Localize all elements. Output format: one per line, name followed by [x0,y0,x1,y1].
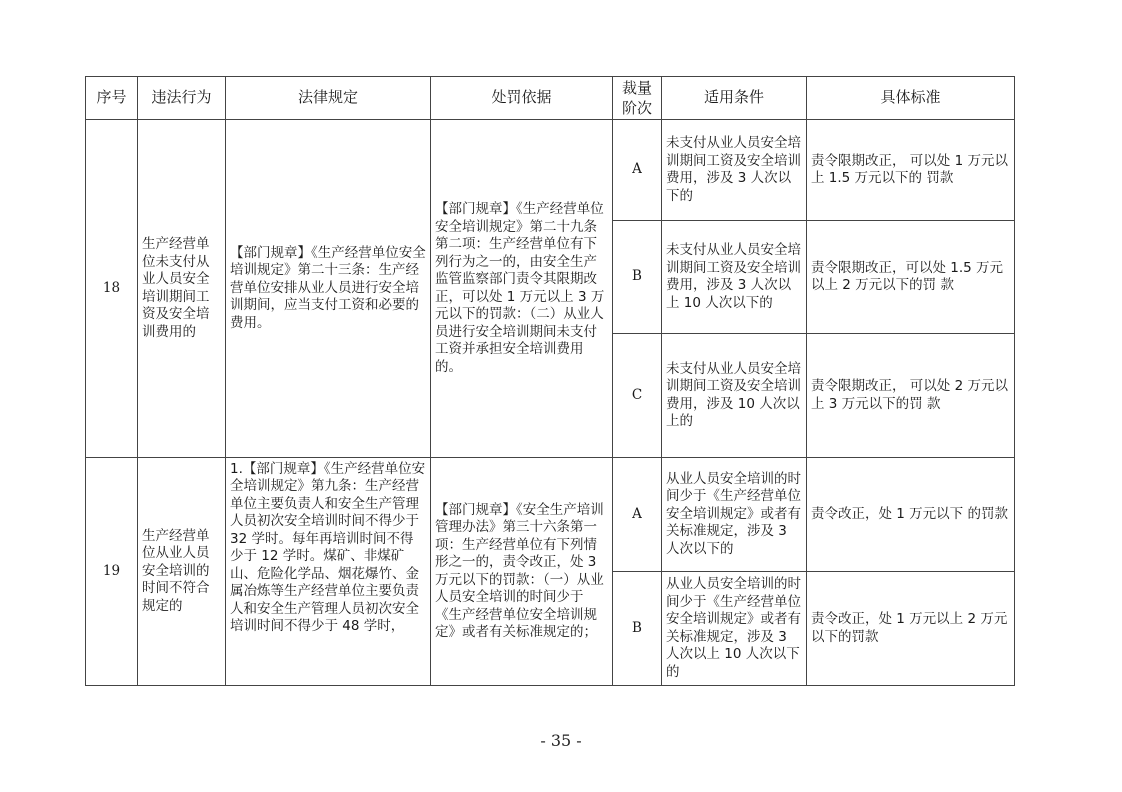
row-condition: 未支付从业人员安全培训期间工资及安全培训费用，涉及 10 人次以上的 [662,334,807,458]
table-row [86,458,1015,572]
header-penalty-basis: 处罚依据 [431,77,613,120]
row-law-text: 1.【部门规章】《生产经营单位安全培训规定》第九条：生产经营单位主要负责人和安全生产管理人员初次安全培训时间不得少于 32 学时。每年再培训时间不得少于 12 学时。煤矿、非煤矿山、危险化学品、烟花爆竹、金属冶炼等生产经营单位主要负责人和安全生产管理人员初次安全培训时间不得少于 48 学时， [230,460,426,634]
header-level: 裁量阶次 [613,77,662,120]
header-row [86,77,1015,120]
row-seq: 19 [86,458,138,686]
row-standard: 责令限期改正， 可以处 2 万元以上 3 万元以下的罚 款 [807,334,1015,458]
row-law: 【部门规章】《生产经营单位安全培训规定》第二十三条：生产经营单位安排从业人员进行安全培训期间，应当支付工资和必要的费用。 [226,120,431,458]
header-seq: 序号 [86,77,138,120]
row-condition: 未支付从业人员安全培训期间工资及安全培训费用，涉及 3 人次以下的 [662,120,807,221]
header-standard: 具体标准 [807,77,1015,120]
row-level: A [613,120,662,221]
row-violation: 生产经营单位从业人员安全培训的时间不符合规定的 [138,458,226,686]
header-conditions: 适用条件 [662,77,807,120]
row-standard: 责令改正，处 1 万元以下 的罚款 [807,458,1015,572]
row-level: C [613,334,662,458]
page-number: - 35 - [540,731,582,750]
table-row [86,120,1015,221]
row-law [226,458,431,686]
row-condition: 未支付从业人员安全培训期间工资及安全培训费用，涉及 3 人次以上 10 人次以下的 [662,221,807,334]
row-standard: 责令限期改正， 可以处 1 万元以上 1.5 万元以下的 罚款 [807,120,1015,221]
row-level: A [613,458,662,572]
row-penalty-basis: 【部门规章】《安全生产培训管理办法》第三十六条第一项：生产经营单位有下列情形之一的，责令改正，处 3 万元以下的罚款：（一）从业人员安全培训的时间少于《生产经营单位安全培训规定》或者有关标准规定的； [431,458,613,686]
row-level: B [613,221,662,334]
row-condition: 从业人员安全培训的时间少于《生产经营单位安全培训规定》或者有关标准规定，涉及 3 人次以上 10 人次以下的 [662,572,807,686]
header-violation: 违法行为 [138,77,226,120]
regulation-table [85,76,1015,686]
row-condition: 从业人员安全培训的时间少于《生产经营单位安全培训规定》或者有关标准规定，涉及 3 人次以下的 [662,458,807,572]
row-violation: 生产经营单位未支付从业人员安全培训期间工资及安全培训费用的 [138,120,226,458]
row-standard: 责令限期改正，可以处 1.5 万元以上 2 万元以下的罚 款 [807,221,1015,334]
header-law: 法律规定 [226,77,431,120]
row-standard: 责令改正，处 1 万元以上 2 万元以下的罚款 [807,572,1015,686]
row-seq: 18 [86,120,138,458]
row-level: B [613,572,662,686]
row-penalty-basis: 【部门规章】《生产经营单位安全培训规定》第二十九条第二项：生产经营单位有下列行为之一的，由安全生产监管监察部门责令其限期改正，可以处 1 万元以上 3 万元以下的罚款：（二）从业人员进行安全培训期间未支付工资并承担安全培训费用的。 [431,120,613,458]
